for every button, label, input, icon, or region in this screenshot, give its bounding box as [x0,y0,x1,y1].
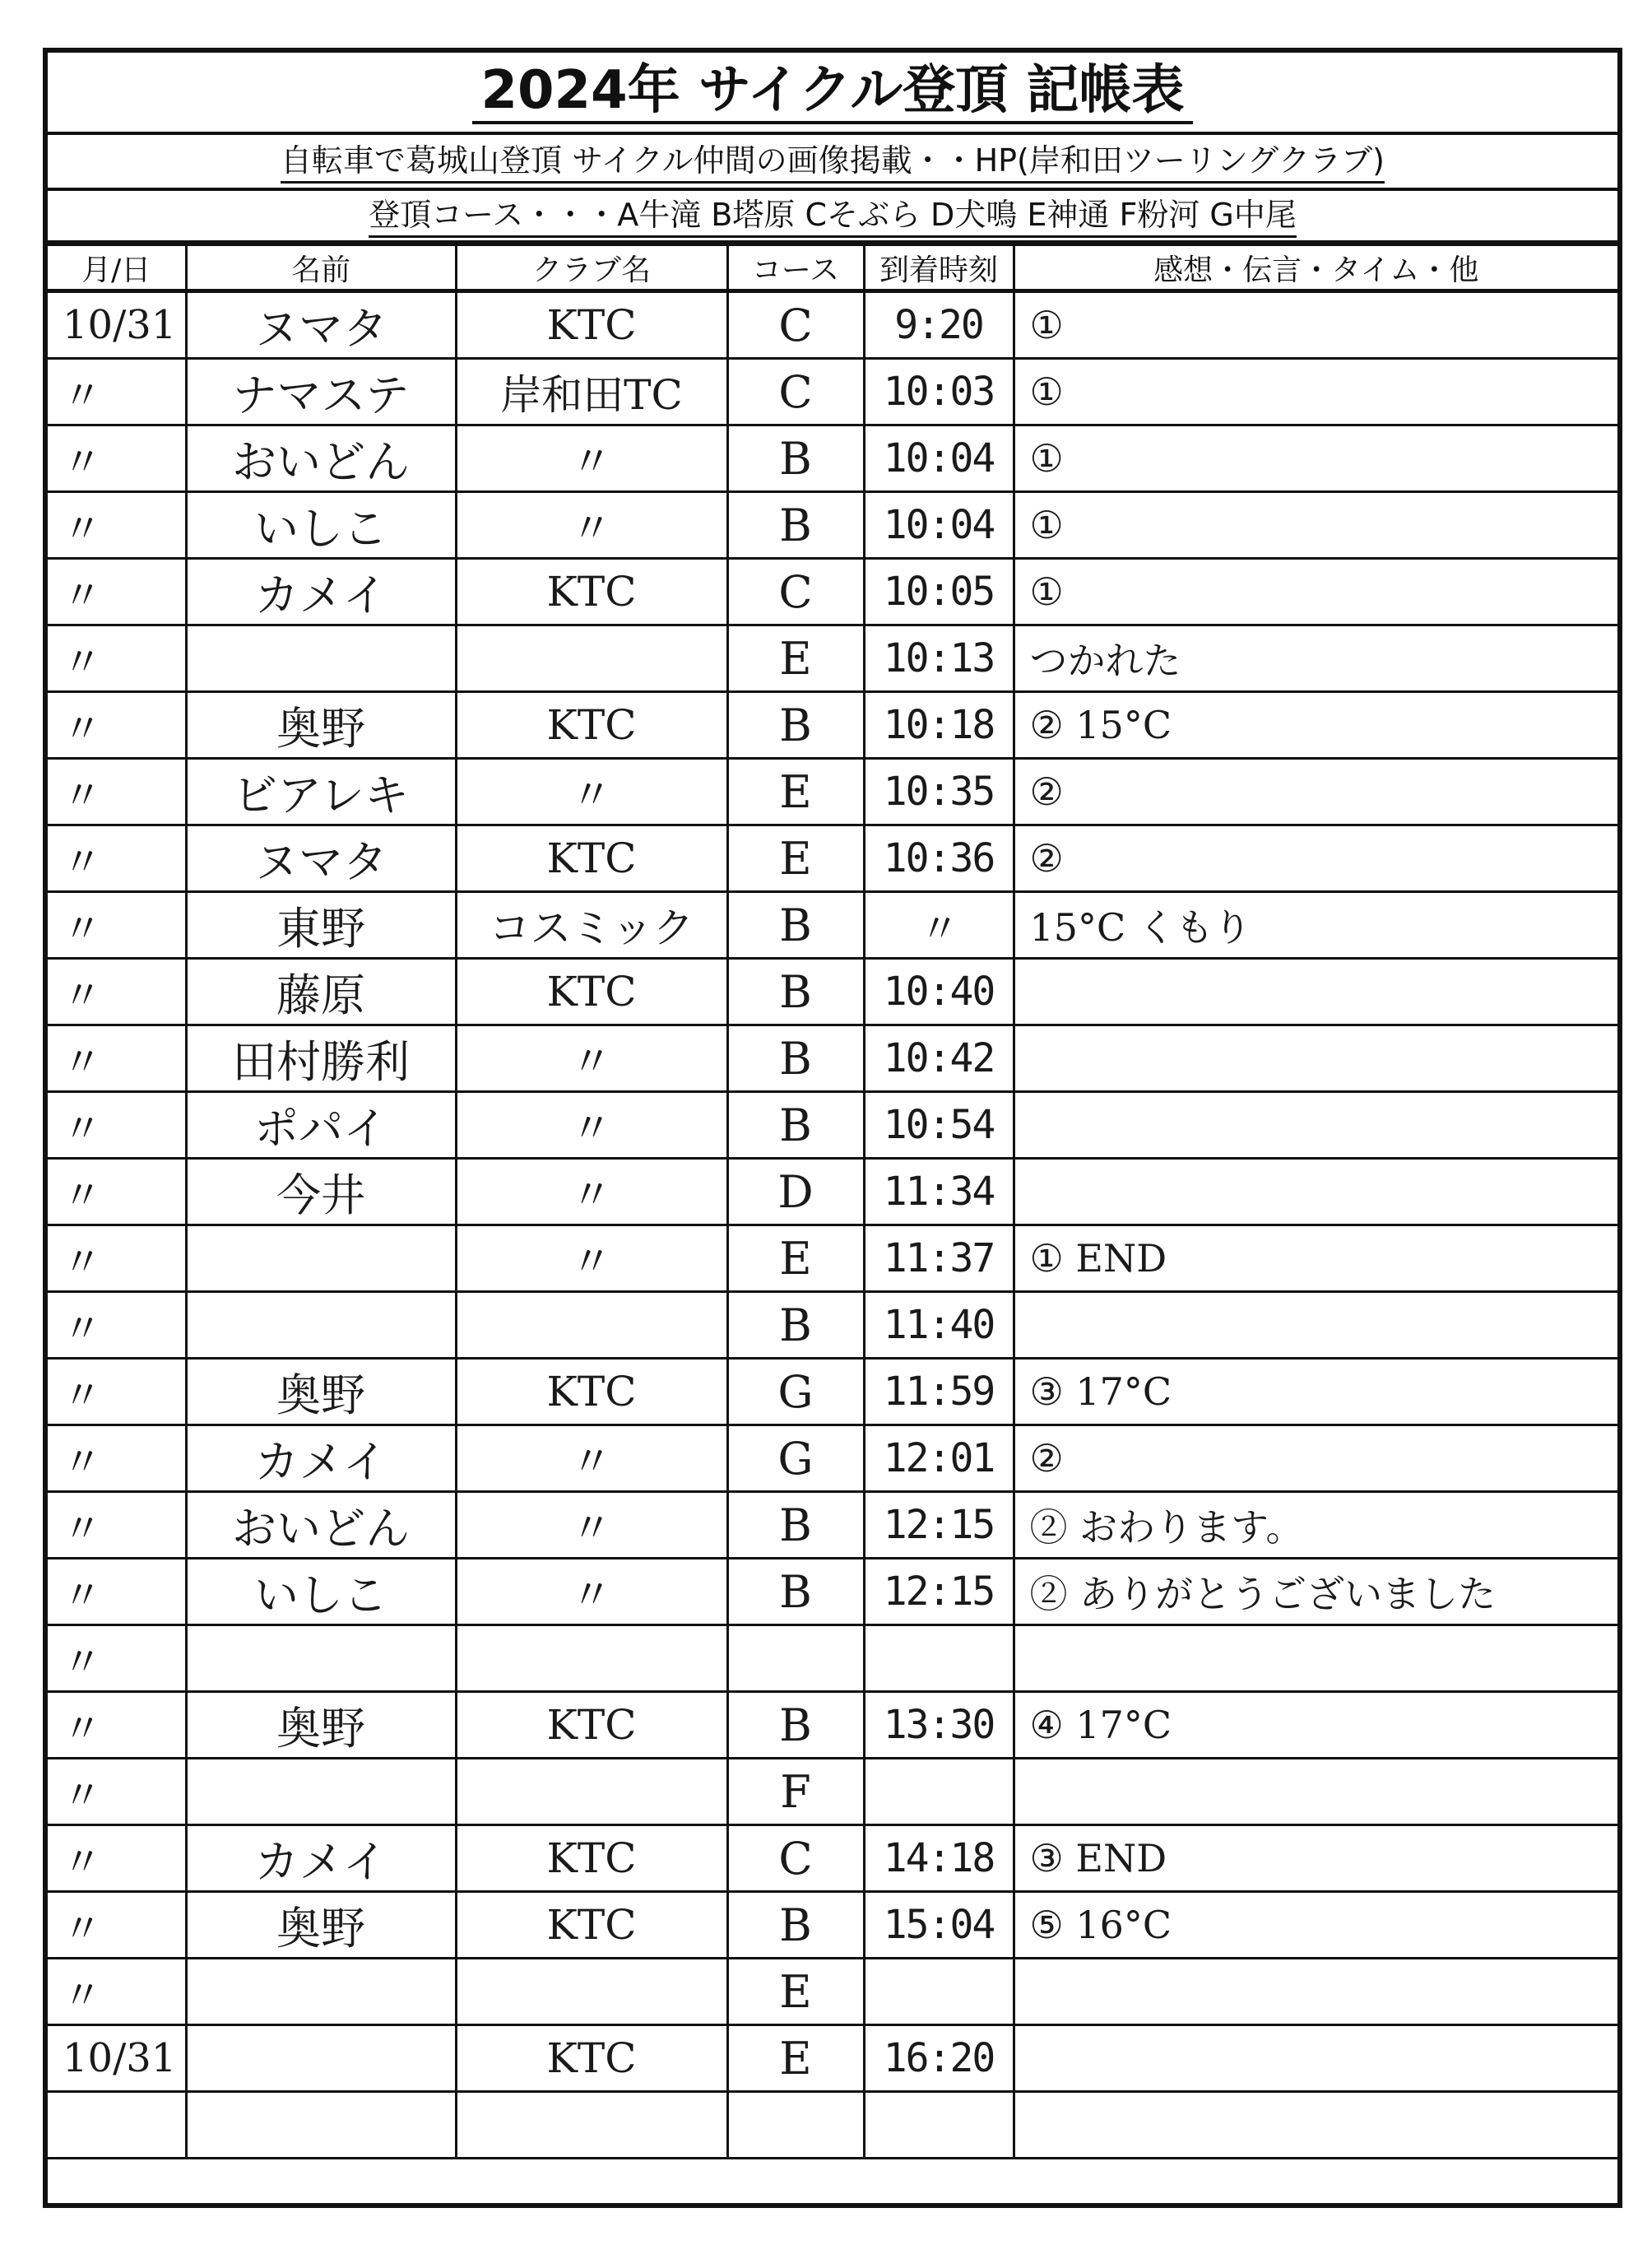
cell-date: 〃 [48,1359,186,1425]
header-note: 感想・伝言・タイム・他 [1014,245,1617,291]
cell-course: B [727,425,864,492]
cell-time: 11:34 [864,1159,1014,1225]
cell-course: C [727,291,864,359]
cell-club: KTC [456,825,727,892]
table-row [48,1892,1617,1959]
cell-course: B [727,1092,864,1159]
cell-time [864,1959,1014,2025]
cell-note [1014,1959,1617,2025]
cell-name [186,2025,456,2092]
cell-note [1014,1159,1617,1225]
sheet-title-row [48,53,1617,135]
table-row [48,425,1617,492]
cell-date: 〃 [48,1425,186,1492]
cell-name: いしこ [186,1559,456,1625]
cell-note: ④ 17°C [1014,1692,1617,1759]
cell-name: 東野 [186,892,456,959]
cell-time: 10:54 [864,1092,1014,1159]
cell-date: 〃 [48,1492,186,1559]
cell-date: 〃 [48,1159,186,1225]
cell-club [456,1959,727,2025]
cell-club: KTC [456,692,727,759]
cell-name: ビアレキ [186,759,456,825]
cell-date: 〃 [48,892,186,959]
cell-name: ヌマタ [186,291,456,359]
cell-date: 〃 [48,759,186,825]
table-row [48,1359,1617,1425]
cell-time: 16:20 [864,2025,1014,2092]
cell-name [186,625,456,692]
cell-note: ② [1014,1425,1617,1492]
cell-note: ① [1014,559,1617,625]
table-row [48,1625,1617,1692]
cell-time: 14:18 [864,1825,1014,1892]
cell-course: E [727,825,864,892]
cell-club: 〃 [456,1492,727,1559]
cell-name [186,1625,456,1692]
cell-name: 奥野 [186,692,456,759]
table-row [48,625,1617,692]
cell-date: 〃 [48,1892,186,1959]
cell-note: ② 15°C [1014,692,1617,759]
cell-club: 〃 [456,759,727,825]
cell-course: G [727,1359,864,1425]
table-row [48,1225,1617,1292]
cell-club: 岸和田TC [456,359,727,425]
cell-time: 〃 [864,892,1014,959]
cell-name: カメイ [186,1425,456,1492]
cell-note: ③ END [1014,1825,1617,1892]
cell-note [1014,2092,1617,2159]
cell-time: 10:18 [864,692,1014,759]
table-row [48,492,1617,559]
cell-course: B [727,1559,864,1625]
cell-name [186,1759,456,1825]
cell-name: ナマステ [186,359,456,425]
cell-date: 〃 [48,492,186,559]
header-name: 名前 [186,245,456,291]
cell-date: 10/31 [48,291,186,359]
cell-note [1014,1759,1617,1825]
cell-name: 田村勝利 [186,1025,456,1092]
cell-name [186,2092,456,2159]
table-row [48,1959,1617,2025]
cell-note [1014,1625,1617,1692]
cell-time: 11:40 [864,1292,1014,1359]
cell-club: KTC [456,1892,727,1959]
cell-name [186,1292,456,1359]
cell-time: 10:40 [864,959,1014,1025]
header-course: コース [727,245,864,291]
sheet-subtitle: 自転車で葛城山登頂 サイクル仲間の画像掲載・・HP(岸和田ツーリングクラブ) [281,140,1385,184]
cell-date: 〃 [48,959,186,1025]
cell-course [727,2092,864,2159]
cell-note: ② おわります。 [1014,1492,1617,1559]
cell-date: 〃 [48,1559,186,1625]
cell-name: ヌマタ [186,825,456,892]
cell-time: 10:04 [864,425,1014,492]
cell-club: KTC [456,1359,727,1425]
cell-name: カメイ [186,559,456,625]
cell-course: E [727,1959,864,2025]
header-time: 到着時刻 [864,245,1014,291]
course-legend-row [48,191,1617,244]
table-row [48,2025,1617,2092]
header-club: クラブ名 [456,245,727,291]
table-row [48,1159,1617,1225]
cell-date: 〃 [48,1959,186,2025]
cell-note [1014,1092,1617,1159]
table-row [48,559,1617,625]
sheet-title: 2024年 サイクル登頂 記帳表 [472,60,1192,124]
cell-club: KTC [456,1825,727,1892]
cell-course: B [727,1025,864,1092]
cell-note: ② [1014,759,1617,825]
cell-time: 10:36 [864,825,1014,892]
cell-club: KTC [456,559,727,625]
course-legend: 登頂コース・・・A牛滝 B塔原 Cそぶら D犬鳴 E神通 F粉河 G中尾 [369,194,1297,238]
cell-club [456,2092,727,2159]
cell-time: 11:59 [864,1359,1014,1425]
cell-name [186,1959,456,2025]
cell-time: 12:01 [864,1425,1014,1492]
cell-note: 15°C くもり [1014,892,1617,959]
table-row [48,291,1617,359]
cell-date: 〃 [48,359,186,425]
cell-note: ② [1014,825,1617,892]
header-date: 月/日 [48,245,186,291]
cell-club: コスミック [456,892,727,959]
cell-club: KTC [456,1692,727,1759]
cell-note [1014,959,1617,1025]
table-row [48,1492,1617,1559]
cell-date: 〃 [48,425,186,492]
cell-course: C [727,359,864,425]
cell-date: 〃 [48,1025,186,1092]
cell-time: 12:15 [864,1559,1014,1625]
cell-course: B [727,892,864,959]
cell-time: 10:03 [864,359,1014,425]
cell-club [456,1292,727,1359]
cell-name: 奥野 [186,1892,456,1959]
cell-name: 奥野 [186,1359,456,1425]
cell-name: 今井 [186,1159,456,1225]
cell-club: 〃 [456,492,727,559]
table-row [48,692,1617,759]
cell-time [864,2092,1014,2159]
cell-name: 藤原 [186,959,456,1025]
cell-note: ⑤ 16°C [1014,1892,1617,1959]
cell-note: ② ありがとうございました [1014,1559,1617,1625]
table-row [48,825,1617,892]
cell-course: G [727,1425,864,1492]
cell-name: おいどん [186,1492,456,1559]
cell-time: 15:04 [864,1892,1014,1959]
cell-name: 奥野 [186,1692,456,1759]
cell-time: 10:13 [864,625,1014,692]
table-row [48,2092,1617,2159]
cell-time [864,1759,1014,1825]
cell-date: 〃 [48,625,186,692]
cell-time [864,1625,1014,1692]
cell-name [186,1225,456,1292]
cell-course: B [727,1292,864,1359]
cell-course: E [727,625,864,692]
cell-note: ① [1014,291,1617,359]
cell-note: ① [1014,359,1617,425]
cell-name: おいどん [186,425,456,492]
cell-course: E [727,2025,864,2092]
cell-date [48,2092,186,2159]
cell-club [456,1759,727,1825]
header-row [48,245,1617,291]
cell-note: ③ 17°C [1014,1359,1617,1425]
cell-date: 〃 [48,692,186,759]
cell-course: F [727,1759,864,1825]
cell-course: B [727,1692,864,1759]
cell-name: いしこ [186,492,456,559]
cell-date: 〃 [48,1292,186,1359]
cell-club: KTC [456,959,727,1025]
cell-time: 9:20 [864,291,1014,359]
table-row [48,759,1617,825]
cell-course: B [727,1492,864,1559]
subtitle-row [48,135,1617,191]
cell-date: 〃 [48,825,186,892]
cell-time: 10:04 [864,492,1014,559]
cell-course: C [727,1825,864,1892]
cell-date: 〃 [48,1625,186,1692]
cell-club: 〃 [456,1092,727,1159]
cell-time: 10:42 [864,1025,1014,1092]
cell-note [1014,1292,1617,1359]
cell-date: 〃 [48,1092,186,1159]
cell-club: 〃 [456,1025,727,1092]
cell-date: 〃 [48,1825,186,1892]
table-row [48,359,1617,425]
cell-note: ① END [1014,1225,1617,1292]
cell-club: 〃 [456,1559,727,1625]
cell-time: 10:05 [864,559,1014,625]
cell-time: 13:30 [864,1692,1014,1759]
cell-club [456,625,727,692]
cell-course [727,1625,864,1692]
cell-time: 12:15 [864,1492,1014,1559]
cell-date: 10/31 [48,2025,186,2092]
cell-note [1014,1025,1617,1092]
cell-date: 〃 [48,1759,186,1825]
cell-course: E [727,759,864,825]
table-row [48,1425,1617,1492]
logbook-sheet [43,48,1622,2208]
logbook-rows [48,291,1617,2159]
cell-club: 〃 [456,1159,727,1225]
cell-course: B [727,692,864,759]
table-row [48,1025,1617,1092]
cell-course: D [727,1159,864,1225]
table-row [48,892,1617,959]
cell-date: 〃 [48,1225,186,1292]
cell-date: 〃 [48,1692,186,1759]
table-row [48,1825,1617,1892]
cell-time: 11:37 [864,1225,1014,1292]
cell-course: B [727,959,864,1025]
cell-club: 〃 [456,425,727,492]
cell-course: C [727,559,864,625]
cell-name: ポパイ [186,1092,456,1159]
cell-note: つかれた [1014,625,1617,692]
table-row [48,1092,1617,1159]
table-row [48,1759,1617,1825]
table-row [48,1292,1617,1359]
table-row [48,959,1617,1025]
cell-note: ① [1014,425,1617,492]
table-row [48,1559,1617,1625]
cell-club: 〃 [456,1425,727,1492]
cell-course: B [727,492,864,559]
cell-club [456,1625,727,1692]
cell-note [1014,2025,1617,2092]
cell-course: E [727,1225,864,1292]
cell-course: B [727,1892,864,1959]
cell-note: ① [1014,492,1617,559]
cell-club: KTC [456,2025,727,2092]
table-row [48,1692,1617,1759]
cell-time: 10:35 [864,759,1014,825]
cell-club: KTC [456,291,727,359]
cell-date: 〃 [48,559,186,625]
cell-name: カメイ [186,1825,456,1892]
logbook-table [48,244,1617,2159]
cell-club: 〃 [456,1225,727,1292]
